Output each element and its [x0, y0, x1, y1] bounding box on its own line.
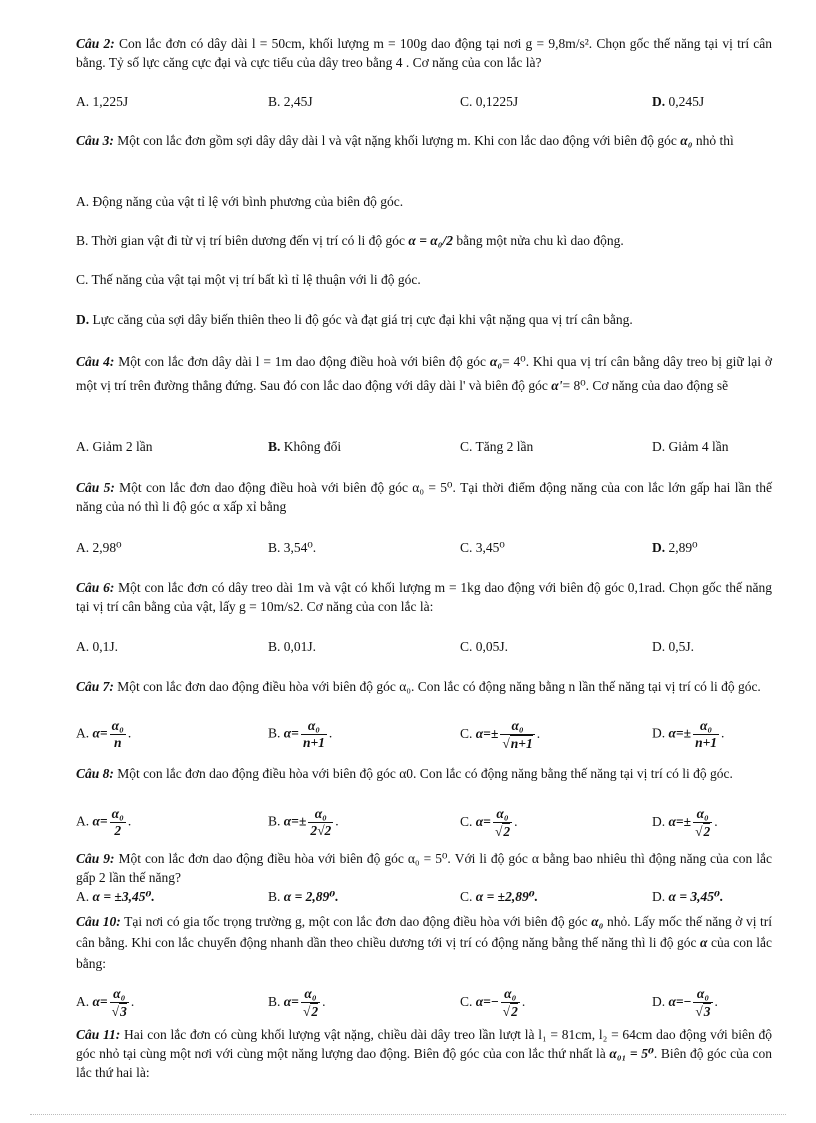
question-4: Câu 4: Một con lắc đơn dây dài l = 1m dao động điều hoà với biên độ góc α₀= 4⁰. Khi qua vị trí cân bằng dây treo bị giữ lại ở một vị trí trên đường thẳng đứng. Sau đó con lắc dao động với dây dài l' và biên độ góc α'= 8⁰. Cơ năng của dao động sẽ: [76, 354, 773, 393]
option-b: B. α = 2,89⁰.: [268, 889, 339, 904]
question-number: Câu 11:: [76, 1027, 121, 1042]
question-6: Câu 6: Một con lắc đơn có dây treo dài 1m và vật có khối lượng m = 1kg dao động với biên độ góc 0,1rad. Chọn gốc thế năng tại vị trí cân bằng của vật, lấy g = 10m/s2. Cơ năng của con lắc là:: [76, 580, 773, 614]
question-8: Câu 8: Một con lắc đơn dao động điều hòa với biên độ góc α0. Con lắc có động năng bằng thế năng tại vị trí có li độ góc.: [76, 766, 733, 781]
option-b: B. Thời gian vật đi từ vị trí biên dương đến vị trí có li độ góc α = α₀/2 bằng một nửa chu kì dao động.: [76, 233, 624, 248]
option-b: B. 3,54⁰.: [268, 540, 317, 555]
question-number: Câu 7:: [76, 679, 114, 694]
question-11: Câu 11: Hai con lắc đơn có cùng khối lượng vật nặng, chiều dài dây treo lần lượt là l₁ = 81cm, l₂ = 64cm dao động với biên độ góc nhỏ tại cùng một nơi với cùng một năng lượng dao động. Biên độ góc của con lắc thứ nhất là α₀₁ = 5⁰. Biên độ góc của con lắc thứ hai là:: [76, 1027, 773, 1080]
option-a: A. 2,98⁰: [76, 540, 122, 555]
option-c: C. 3,45⁰: [460, 540, 505, 555]
option-a: A. Giảm 2 lần: [76, 439, 153, 454]
option-d: D. 2,89⁰: [652, 540, 698, 555]
option-d: D. 0,245J: [652, 94, 705, 109]
question-number: Câu 6:: [76, 580, 115, 595]
option-b: B. α=± $\frac{\text{α₀}}{2√2}$ .: [268, 806, 339, 838]
question-7: Câu 7: Một con lắc đơn dao động điều hòa với biên độ góc α₀. Con lắc có động năng bằng n lần thế năng tại vị trí có li độ góc.: [76, 679, 761, 694]
option-c: C. Thế năng của vật tại một vị trí bất kì tỉ lệ thuận với li độ góc.: [76, 272, 421, 287]
option-b: B. 2,45J: [268, 94, 313, 109]
option-b: B. α= $\frac{\text{α₀}}{n+1}$ .: [268, 718, 333, 750]
option-d: D. Giảm 4 lần: [652, 439, 729, 454]
option-c: C. α=− $\frac{\text{α₀}}{√2}$ .: [460, 986, 526, 1019]
question-2: [76, 34, 772, 72]
option-b: B. α= $\frac{\text{α₀}}{√2}$ .: [268, 986, 326, 1019]
option-d: D. 0,5J.: [652, 639, 695, 654]
option-c: C. 0,1225J: [460, 94, 519, 109]
option-a: A. α= $\frac{\text{α₀}}{2}$ .: [76, 806, 132, 838]
option-c: C. 0,05J.: [460, 639, 509, 654]
option-d: D. α=± $\frac{\text{α₀}}{√2}$ .: [652, 806, 718, 839]
question-10: Câu 10: Tại nơi có gia tốc trọng trường g, một con lắc đơn dao động điều hòa với biên độ góc α₀ nhỏ. Lấy mốc thế năng ở vị trí cân bằng. Khi con lắc chuyển động nhanh dần theo chiều dương tới vị trí có động năng bằng thế năng thì li độ góc α của con lắc bằng:: [76, 914, 773, 971]
question-text: Con lắc đơn có dây dài l = 50cm, khối lượng m = 100g dao động tại nơi g = 9,8m/s². Chọn gốc thế năng tại vị trí cân bằng. Tỷ số lực căng cực đại và cực tiểu của dây treo bằng 4 . Cơ năng của con lắc là?: [76, 36, 773, 70]
option-a: A. α= $\frac{\text{α₀}}{√3}$ .: [76, 986, 135, 1019]
option-d: D. α=− $\frac{\text{α₀}}{√3}$ .: [652, 986, 718, 1019]
question-number: Câu 3:: [76, 133, 114, 148]
option-b: B. 0,01J.: [268, 639, 317, 654]
option-a: A. α= $\frac{\text{α₀}}{n}$ .: [76, 718, 132, 750]
question-number: Câu 2:: [76, 36, 115, 51]
option-c: C. α=± $\frac{\text{α₀}}{√n+1}$ .: [460, 718, 541, 751]
option-d: D. α=± $\frac{\text{α₀}}{n+1}$ .: [652, 718, 725, 750]
question-5: Câu 5: Một con lắc đơn dao động điều hoà với biên độ góc α₀ = 5⁰. Tại thời điểm động năng của con lắc lớn gấp hai lần thế năng của nó thì li độ góc α xấp xỉ bằng: [76, 480, 773, 514]
option-a: A. Động năng của vật tỉ lệ với bình phương của biên độ góc.: [76, 194, 404, 209]
option-c: C. α= $\frac{\text{α₀}}{√2}$ .: [460, 806, 518, 839]
page-footer-divider: [30, 1114, 786, 1115]
question-3: Câu 3: Một con lắc đơn gồm sợi dây dây dài l và vật nặng khối lượng m. Khi con lắc dao động với biên độ góc α₀ nhỏ thì: [76, 133, 734, 148]
option-a: A. α = ±3,45⁰.: [76, 889, 155, 904]
option-d: D. Lực căng của sợi dây biến thiên theo li độ góc và đạt giá trị cực đại khi vật nặng qua vị trí cân bằng.: [76, 312, 633, 327]
question-number: Câu 10:: [76, 914, 121, 929]
question-number: Câu 5:: [76, 480, 115, 495]
question-number: Câu 9:: [76, 851, 115, 866]
option-d: D. α = 3,45⁰.: [652, 889, 724, 904]
option-a: A. 0,1J.: [76, 639, 119, 654]
question-number: Câu 8:: [76, 766, 114, 781]
option-c: C. Tăng 2 lần: [460, 439, 534, 454]
option-c: C. α = ±2,89⁰.: [460, 889, 538, 904]
question-9: Câu 9: Một con lắc đơn dao động điều hòa với biên độ góc α₀ = 5⁰. Với li độ góc α bằng bao nhiêu thì động năng của con lắc gấp 2 lần thế năng?: [76, 851, 772, 885]
option-b: B. Không đổi: [268, 439, 342, 454]
option-a: A. 1,225J: [76, 94, 129, 109]
question-number: Câu 4:: [76, 354, 115, 369]
